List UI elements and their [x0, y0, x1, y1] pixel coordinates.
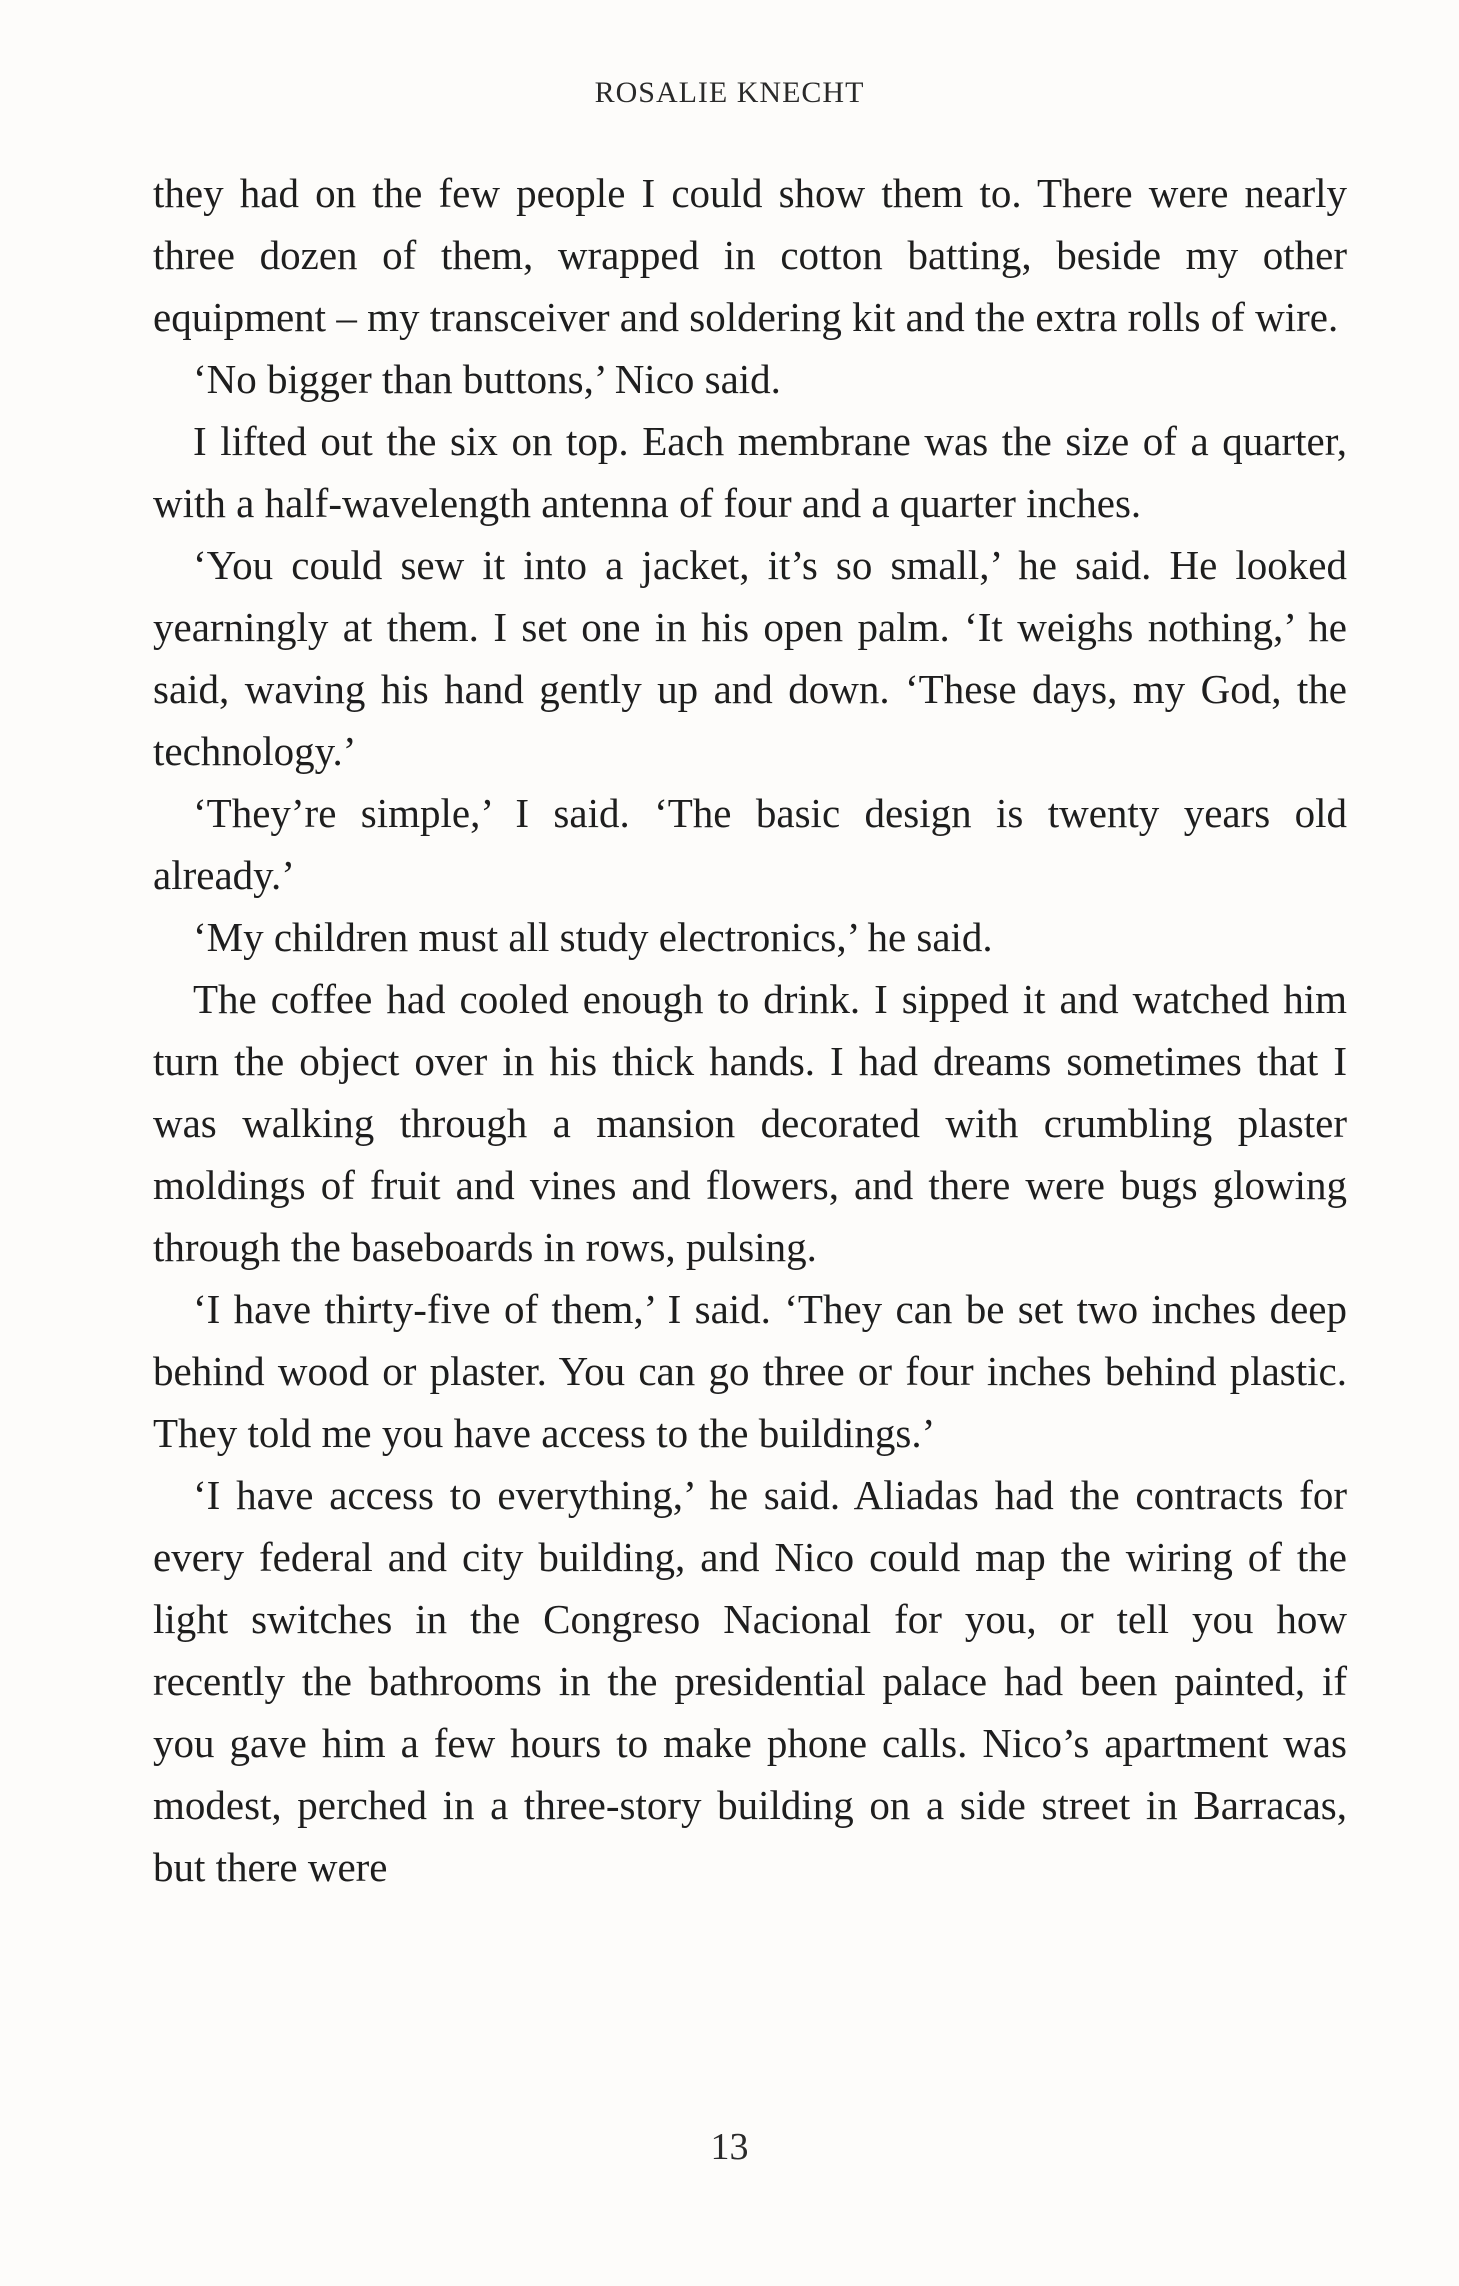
paragraph: ‘They’re simple,’ I said. ‘The basic design is twenty years old already.’ [153, 790, 1347, 898]
running-head: ROSALIE KNECHT [594, 76, 865, 109]
paragraph: I lifted out the six on top. Each membrane was the size of a quarter, with a half-wavelength antenna of four and a quarter inches. [153, 418, 1347, 526]
body-text [153, 162, 1347, 1898]
paragraph: ‘I have access to everything,’ he said. Aliadas had the contracts for every federal and city building, and Nico could map the wiring of the light switches in the Congreso Nacional for you, or tell you how recently the bathrooms in the presidential palace had been painted, if you gave him a few hours to make phone calls. Nico’s apartment was modest, perched in a three-story building on a side street in Barracas, but there were [153, 1472, 1347, 1890]
paragraph: ‘I have thirty-five of them,’ I said. ‘They can be set two inches deep behind wood or plaster. You can go three or four inches behind plastic. They told me you have access to the buildings.’ [153, 1286, 1347, 1456]
page-number: 13 [710, 2126, 749, 2168]
paragraph: they had on the few people I could show them to. There were nearly three dozen of them, wrapped in cotton batting, beside my other equipment – my transceiver and soldering kit and the extra rolls of wire. [153, 170, 1347, 340]
paragraph: The coffee had cooled enough to drink. I sipped it and watched him turn the object over in his thick hands. I had dreams sometimes that I was walking through a mansion decorated with crumbling plaster moldings of fruit and vines and flowers, and there were bugs glowing through the baseboards in rows, pulsing. [153, 976, 1347, 1270]
paragraph: ‘My children must all study electronics,’ he said. [193, 914, 993, 960]
paragraph: ‘No bigger than buttons,’ Nico said. [193, 356, 781, 402]
paragraph: ‘You could sew it into a jacket, it’s so small,’ he said. He looked yearningly at them. I set one in his open palm. ‘It weighs nothing,’ he said, waving his hand gently up and down. ‘These days, my God, the technology.’ [153, 542, 1347, 774]
